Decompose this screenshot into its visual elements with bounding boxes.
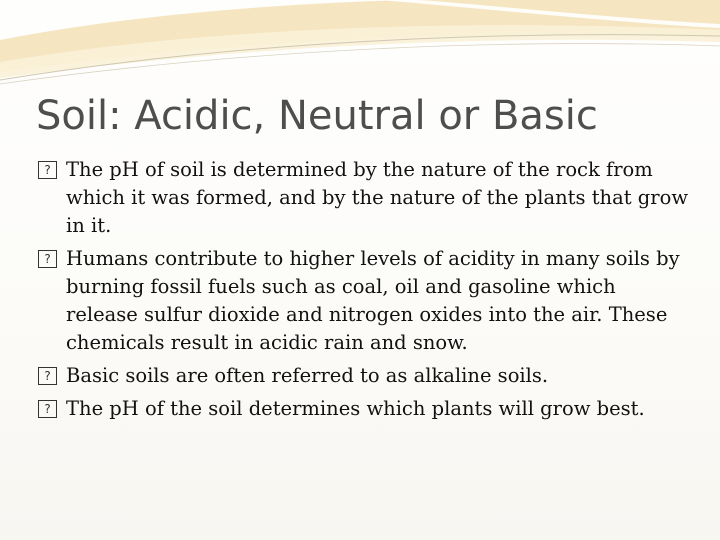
bullet-text: The pH of the soil determines which plants will grow best. xyxy=(66,397,645,420)
bullet-item xyxy=(38,245,688,357)
bullet-item xyxy=(38,156,688,240)
bullet-item xyxy=(38,362,688,390)
missing-glyph-box-icon: ? xyxy=(38,367,57,385)
missing-glyph-box-icon: ? xyxy=(38,250,57,268)
slide-title: Soil: Acidic, Neutral or Basic xyxy=(36,93,598,139)
missing-glyph-box-icon: ? xyxy=(38,161,57,179)
header-swoosh-decoration xyxy=(0,0,720,90)
bullet-text: Humans contribute to higher levels of acidity in many soils by burning fossil fuels such as coal, oil and gasoline which release sulfur dioxide and nitrogen oxides into the air. These chemicals result in acidic rain and snow. xyxy=(66,247,680,354)
bullet-text: Basic soils are often referred to as alkaline soils. xyxy=(66,364,549,387)
missing-glyph-box-icon: ? xyxy=(38,400,57,418)
bullet-list xyxy=(38,156,688,428)
bullet-text: The pH of soil is determined by the nature of the rock from which it was formed, and by the nature of the plants that grow in it. xyxy=(66,158,689,237)
bullet-item xyxy=(38,395,688,423)
